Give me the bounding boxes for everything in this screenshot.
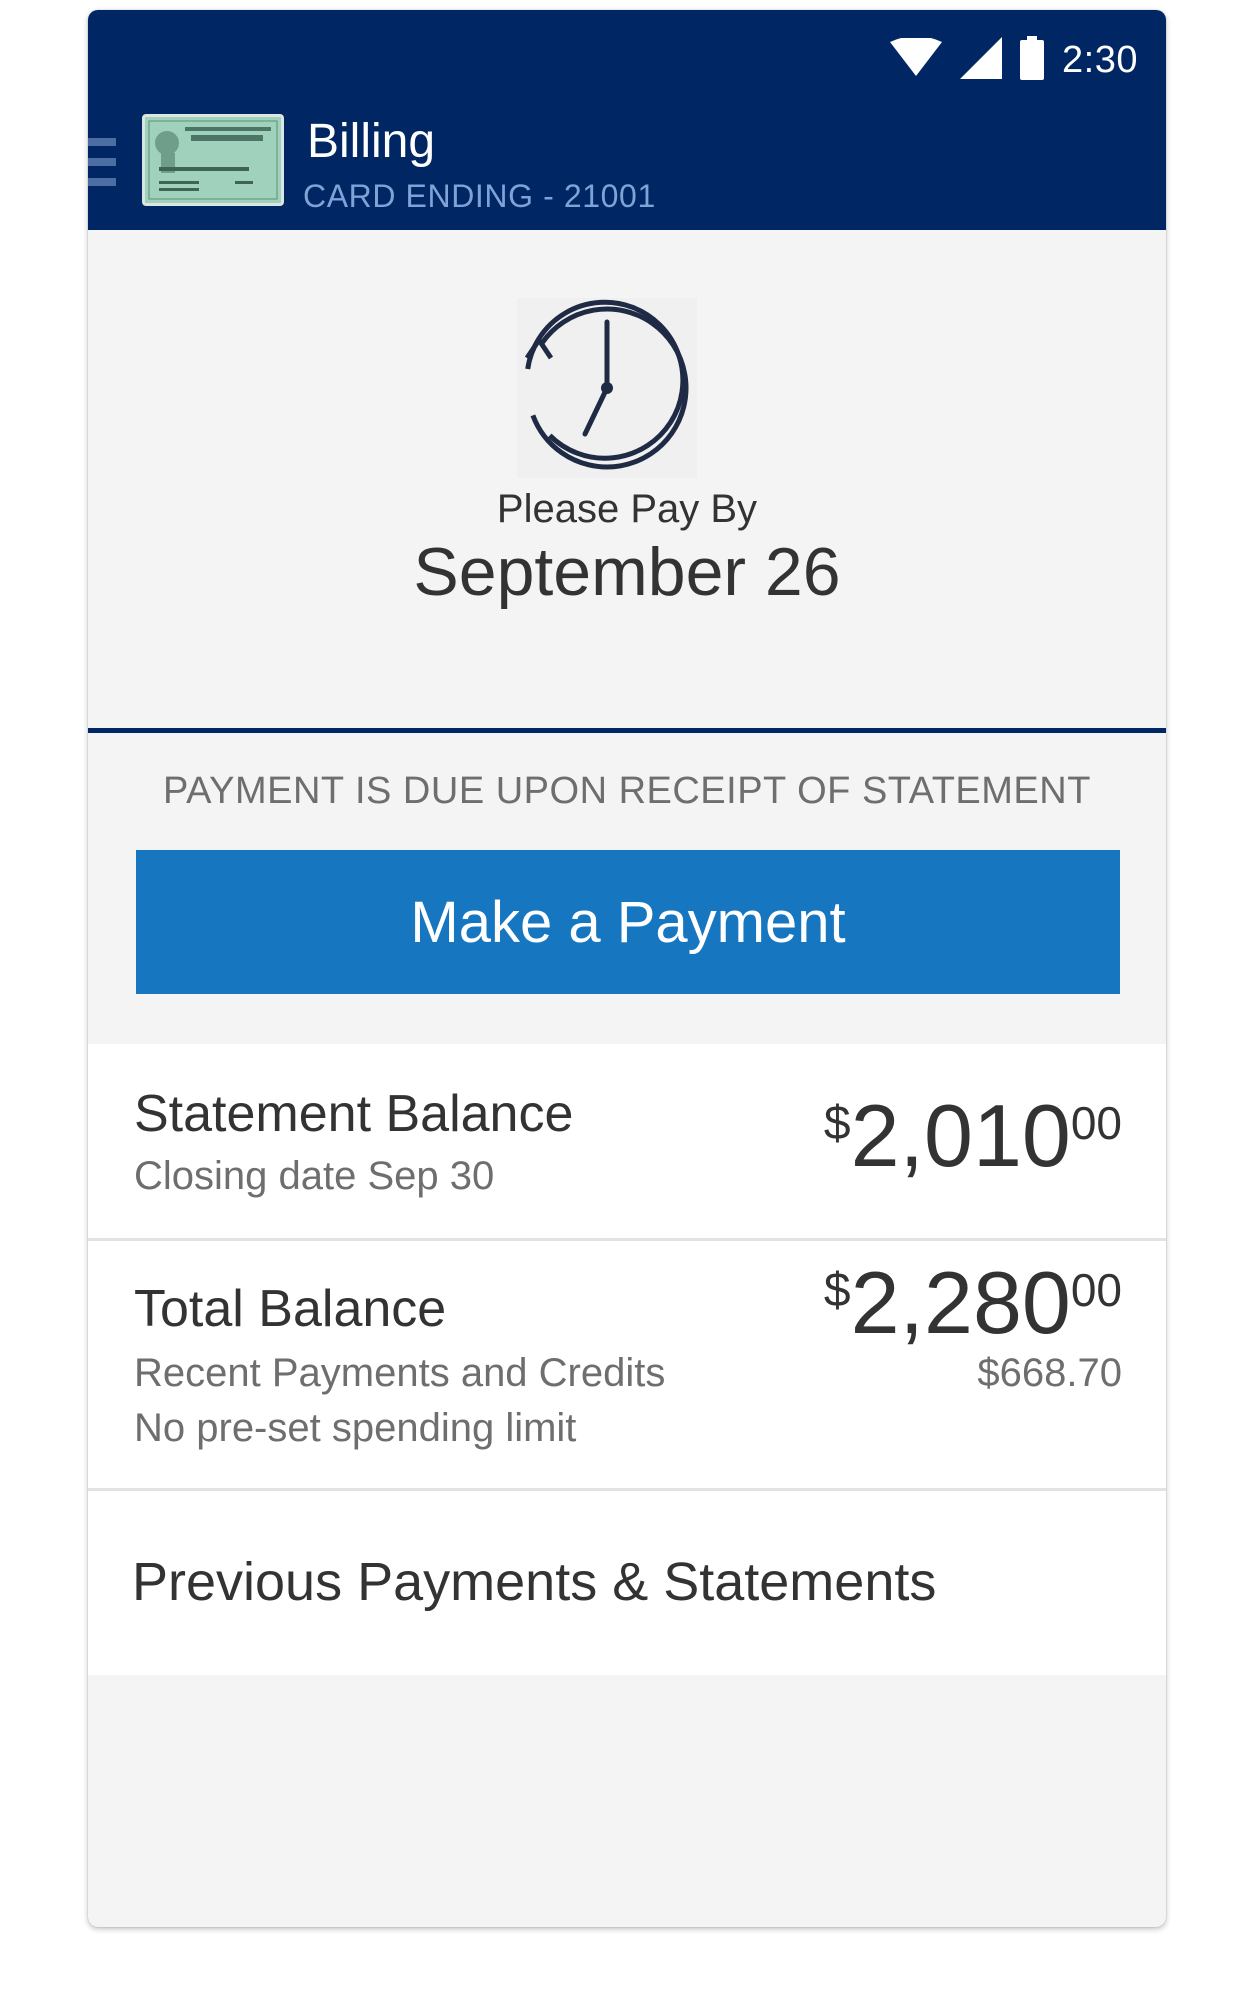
- amount-cents: 00: [1070, 1264, 1122, 1316]
- page-title: Billing: [307, 115, 436, 168]
- recent-payments-label: Recent Payments and Credits: [134, 1351, 666, 1395]
- make-payment-button[interactable]: Make a Payment: [136, 850, 1120, 994]
- hamburger-menu-icon[interactable]: [88, 138, 116, 188]
- clock-icon: [517, 298, 697, 478]
- statement-balance-amount: [823, 1086, 1122, 1185]
- status-bar: [890, 32, 1138, 88]
- previous-payments-label: Previous Payments & Statements: [132, 1552, 937, 1612]
- currency-symbol: $: [823, 1097, 851, 1150]
- pay-by-date: September 26: [413, 534, 841, 610]
- statement-balance-row[interactable]: [88, 1044, 1166, 1241]
- closing-date-label: Closing date Sep 30: [134, 1154, 495, 1198]
- total-balance-amount: [823, 1253, 1122, 1352]
- wifi-icon: [890, 38, 942, 83]
- section-divider: [88, 728, 1166, 733]
- total-balance-row[interactable]: [88, 1241, 1166, 1491]
- phone-screen: [88, 10, 1166, 1927]
- previous-payments-row[interactable]: [88, 1491, 1166, 1675]
- spending-limit-label: No pre-set spending limit: [134, 1406, 577, 1450]
- cellular-signal-icon: [960, 37, 1002, 84]
- due-date-section: [88, 230, 1166, 730]
- app-bar: [88, 10, 1166, 230]
- card-thumbnail[interactable]: [142, 114, 284, 206]
- amount-cents: 00: [1070, 1097, 1122, 1149]
- total-balance-title: Total Balance: [134, 1280, 447, 1338]
- statement-balance-title: Statement Balance: [134, 1085, 574, 1143]
- due-notice: PAYMENT IS DUE UPON RECEIPT OF STATEMENT: [163, 770, 1091, 812]
- battery-icon: [1020, 36, 1044, 85]
- card-ending-label: CARD ENDING - 21001: [303, 178, 656, 214]
- status-time: 2:30: [1062, 38, 1138, 81]
- currency-symbol: $: [823, 1264, 851, 1317]
- recent-payments-amount: $668.70: [977, 1351, 1122, 1395]
- pay-by-label: Please Pay By: [496, 487, 758, 531]
- amount-dollars: 2,010: [850, 1086, 1071, 1185]
- amount-dollars: 2,280: [850, 1253, 1071, 1352]
